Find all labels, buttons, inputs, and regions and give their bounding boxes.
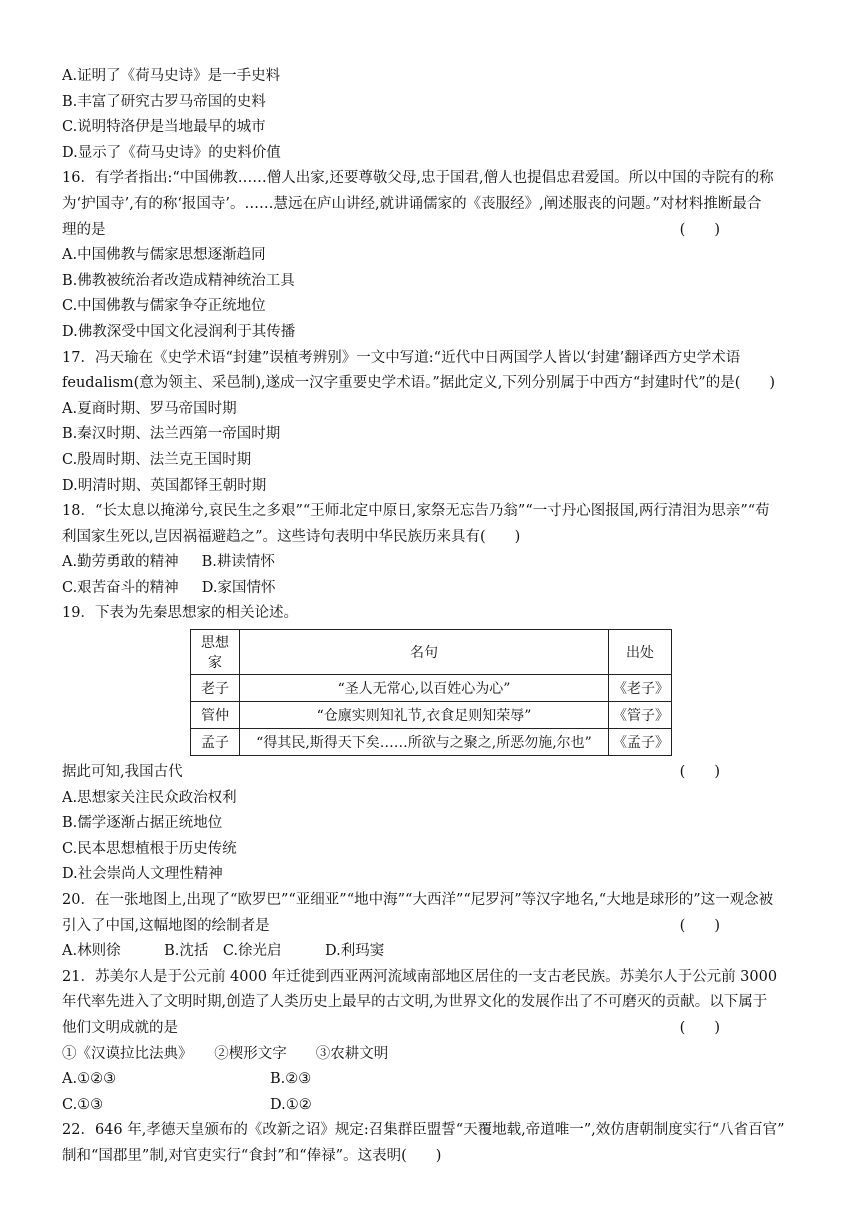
q19-conclusion-line xyxy=(62,760,802,786)
q19-answer-parens: ( ) xyxy=(679,764,720,781)
q17-option-b: B.秦汉时期、法兰西第一帝国时期 xyxy=(62,426,281,443)
q16-option-a: A.中国佛教与儒家思想逐渐趋同 xyxy=(62,247,266,264)
q16-answer-parens: ( ) xyxy=(679,221,720,238)
table-header-thinker: 思想家 xyxy=(191,630,240,675)
q18-options-row-1 xyxy=(62,550,802,576)
q15-option-a: A.证明了《荷马史诗》是一手史料 xyxy=(62,68,281,84)
table-header-row xyxy=(191,630,672,675)
q19-stem: 19．下表为先秦思想家的相关论述。 xyxy=(62,605,298,622)
q19-option-a: A.思想家关注民众政治权利 xyxy=(62,789,237,806)
q21-items: ①《汉谟拉比法典》 ②楔形文字 ③农耕文明 xyxy=(62,1045,389,1062)
q19-conclusion: 据此可知,我国古代 xyxy=(62,764,183,781)
q19-option-b: B.儒学逐渐占据正统地位 xyxy=(62,815,223,832)
table-cell-thinker: 管仲 xyxy=(191,702,240,729)
q17-option-a: A.夏商时期、罗马帝国时期 xyxy=(62,400,237,417)
q20-stem-tail: 引入了中国,这幅地图的绘制者是 xyxy=(62,917,270,934)
q20-options: A.林则徐 B.沈括 C.徐光启 D.利玛窦 xyxy=(62,943,385,960)
q17-stem-line-2: feudalism(意为领主、采邑制),遂成一汉字重要史学术语。”据此定义,下列分别属于中西方“封建时代”的是( ) xyxy=(62,375,776,392)
q18-option-b: B.耕读情怀 xyxy=(201,554,275,571)
q18-option-d: D.家国情怀 xyxy=(201,579,276,596)
q15-option-d: D.显示了《荷马史诗》的史料价值 xyxy=(62,144,281,161)
q19-option-c: C.民本思想植根于历史传统 xyxy=(62,840,237,857)
exam-page xyxy=(62,64,802,1170)
q19-table xyxy=(190,629,672,756)
q17-stem-line-1: 17．冯天瑜在《史学术语“封建”误植考辨别》一文中写道:“近代中日两国学人皆以‘封建’翻译西方史学术语 xyxy=(62,349,741,366)
q17-option-c: C.殷周时期、法兰克王国时期 xyxy=(62,451,252,468)
q17-option-d: D.明清时期、英国都铎王朝时期 xyxy=(62,477,267,494)
q16-stem-line-2: 为‘护国寺’,有的称‘报国寺’。……慧远在庐山讲经,就讲诵儒家的《丧服经》,阐述服丧的问题。”对材料推断最合 xyxy=(62,195,762,212)
q18-stem-line-1: 18．“长太息以掩涕兮,哀民生之多艰”“王师北定中原日,家祭无忘告乃翁”“一寸丹心图报国,两行清泪为思亲”“苟 xyxy=(62,503,770,520)
q16-stem-line-3 xyxy=(62,218,802,244)
q16-option-d: D.佛教深受中国文化浸润利于其传播 xyxy=(62,323,296,340)
q18-option-a: A.勤劳勇敢的精神 xyxy=(62,554,179,571)
table-cell-thinker: 孟子 xyxy=(191,729,240,756)
q18-option-c: C.艰苦奋斗的精神 xyxy=(62,579,179,596)
table-cell-quote: “得其民,斯得天下矣……所欲与之聚之,所恶勿施,尔也” xyxy=(240,729,609,756)
q16-option-c: C.中国佛教与儒家争夺正统地位 xyxy=(62,298,266,315)
table-row xyxy=(191,675,672,702)
q21-option-d: D.①② xyxy=(270,1096,312,1113)
q15-option-b: B.丰富了研究古罗马帝国的史料 xyxy=(62,93,266,110)
table-row xyxy=(191,729,672,756)
q19-table-container xyxy=(190,629,802,756)
table-cell-quote: “仓廪实则知礼节,衣食足则知荣辱” xyxy=(240,702,609,729)
q20-answer-parens: ( ) xyxy=(679,917,720,934)
q19-option-d: D.社会崇尚人文理性精神 xyxy=(62,866,223,883)
q20-stem-line-2 xyxy=(62,914,802,940)
q21-answer-parens: ( ) xyxy=(679,1020,720,1036)
table-cell-source: 《孟子》 xyxy=(609,729,672,756)
q18-stem-line-2: 利国家生死以,岂因祸福避趋之”。这些诗句表明中华民族历来具有( ) xyxy=(62,528,521,545)
q16-stem-tail: 理的是 xyxy=(62,221,106,238)
table-cell-thinker: 老子 xyxy=(191,675,240,702)
q16-stem-line-1: 16．有学者指出:“中国佛教……僧人出家,还要尊敬父母,忠于国君,僧人也提倡忠君爱国。所以中国的寺院有的称 xyxy=(62,170,774,187)
table-header-source: 出处 xyxy=(609,630,672,675)
table-cell-source: 《老子》 xyxy=(609,675,672,702)
q15-option-c: C.说明特洛伊是当地最早的城市 xyxy=(62,119,266,136)
q21-stem-line-1: 21．苏美尔人是于公元前 4000 年迁徙到西亚两河流域南部地区居住的一支古老民族。苏美尔人于公元前 3000 xyxy=(62,968,778,985)
q18-options-row-2 xyxy=(62,576,802,602)
table-header-quote: 名句 xyxy=(240,630,609,675)
q16-option-b: B.佛教被统治者改造成精神统治工具 xyxy=(62,272,295,289)
q21-option-a: A.①②③ xyxy=(62,1071,117,1088)
table-row xyxy=(191,702,672,729)
q21-options-row-2 xyxy=(62,1093,802,1119)
q20-stem-line-1: 20．在一张地图上,出现了“欧罗巴”“亚细亚”“地中海”“大西洋”“尼罗河”等汉字地名,“大地是球形的”这一观念被 xyxy=(62,892,774,909)
q22-stem-line-1: 22．646 年,孝德天皇颁布的《改新之诏》规定:召集群臣盟誓“天覆地载,帝道唯一”,效仿唐朝制度实行“八省百官” xyxy=(62,1122,785,1139)
q21-option-c: C.①③ xyxy=(62,1096,104,1113)
q21-stem-tail: 他们文明成就的是 xyxy=(62,1020,178,1036)
q21-stem-line-3 xyxy=(62,1016,802,1042)
q21-options-row-1 xyxy=(62,1067,802,1093)
q22-stem-line-2: 制和“国郡里”制,对官吏实行“食封”和“俸禄”。这表明( ) xyxy=(62,1147,442,1164)
table-cell-source: 《管子》 xyxy=(609,702,672,729)
q21-stem-line-2: 年代率先进入了文明时期,创造了人类历史上最早的古文明,为世界文化的发展作出了不可磨灭的贡献。以下属于 xyxy=(62,994,768,1011)
q21-option-b: B.②③ xyxy=(270,1071,312,1088)
table-cell-quote: “圣人无常心,以百姓心为心” xyxy=(240,675,609,702)
